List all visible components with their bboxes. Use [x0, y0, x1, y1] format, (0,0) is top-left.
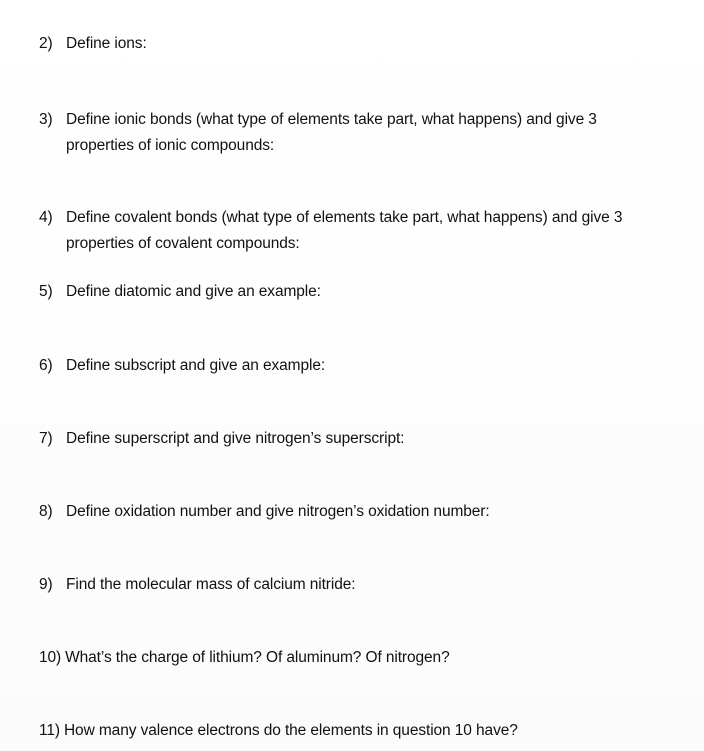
question-number: 3) [39, 111, 53, 128]
question-text: Define superscript and give nitrogen’s superscript: [66, 430, 405, 447]
question-10 [39, 645, 669, 671]
question-number: 4) [39, 209, 53, 226]
question-number: 2) [39, 35, 53, 52]
question-8 [39, 499, 669, 525]
question-11 [39, 718, 669, 744]
question-6 [39, 353, 669, 379]
question-text-continued: properties of ionic compounds: [66, 137, 275, 154]
question-4 [39, 205, 669, 257]
question-text: Define ions: [66, 35, 147, 52]
question-text: Define subscript and give an example: [66, 357, 326, 374]
question-text: Define diatomic and give an example: [66, 283, 321, 300]
question-number: 6) [39, 357, 53, 374]
question-3 [39, 107, 669, 159]
question-number: 10) [39, 649, 62, 666]
question-text-continued: properties of covalent compounds: [66, 235, 300, 252]
question-text: How many valence electrons do the elements in question 10 have? [63, 722, 518, 739]
question-text: What’s the charge of lithium? Of aluminum? Of nitrogen? [65, 649, 450, 666]
question-text: Find the molecular mass of calcium nitride: [66, 576, 356, 593]
question-5 [39, 279, 669, 305]
question-text: Define ionic bonds (what type of elements take part, what happens) and give 3 [66, 111, 597, 128]
question-7 [39, 426, 669, 452]
question-text: Define oxidation number and give nitrogen’s oxidation number: [66, 503, 490, 520]
question-text: Define covalent bonds (what type of elements take part, what happens) and give 3 [66, 209, 623, 226]
question-number: 9) [39, 576, 53, 593]
question-9 [39, 572, 669, 598]
question-number: 11) [39, 722, 60, 739]
question-number: 5) [39, 283, 53, 300]
question-2 [39, 31, 669, 57]
question-number: 7) [39, 430, 53, 447]
question-number: 8) [39, 503, 53, 520]
